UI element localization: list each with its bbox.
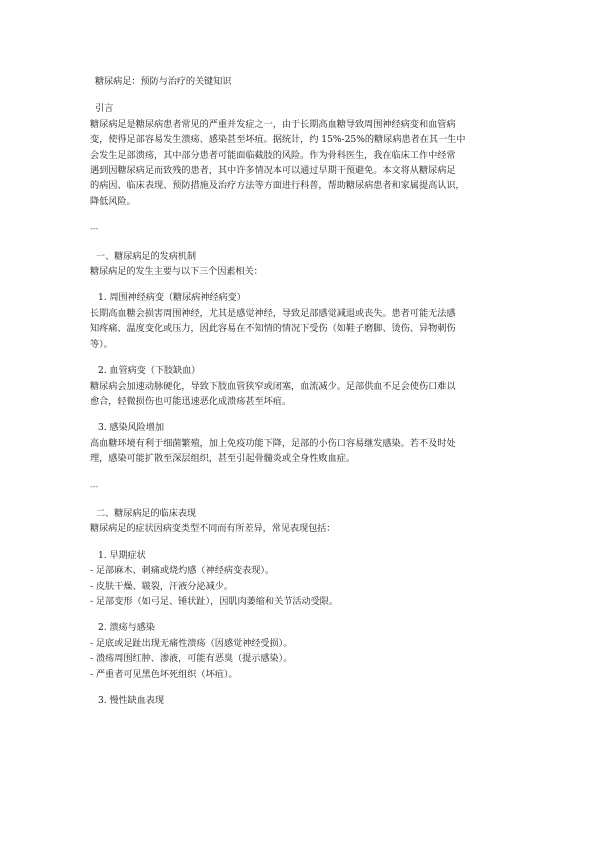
section-heading: 二、糖尿病足的临床表现 (96, 507, 196, 519)
subsection-title: 1. 早期症状 (98, 549, 146, 561)
section-intro: 糖尿病足的症状因病变类型不同而有所差异，常见表现包括： (90, 523, 336, 535)
section-intro: 糖尿病足的发生主要与以下三个因素相关： (90, 266, 263, 278)
paragraph-line: 愈合，轻微损伤也可能迅速恶化成溃疡甚至坏疽。 (90, 395, 292, 407)
paragraph-line: 知疼痛、温度变化或压力，因此容易在不知情的情况下受伤（如鞋子磨脚、烫伤、异物刺伤 (90, 323, 456, 335)
paragraph-line: 变，使得足部容易发生溃疡、感染甚至坏疽。据统计，约 15%-25%的糖尿病患者在其一生中 (90, 134, 466, 146)
subsection-title: 2. 血管病变（下肢缺血） (98, 365, 201, 377)
document-body (90, 74, 510, 708)
list-item: - 皮肤干燥、皲裂，汗液分泌减少。 (90, 580, 233, 592)
separator: --- (90, 224, 99, 234)
paragraph-line: 高血糖环境有利于细菌繁殖，加上免疫功能下降，足部的小伤口容易继发感染。若不及时处 (90, 437, 456, 449)
subsection-paragraph (90, 379, 510, 410)
list-item: - 足底或足趾出现无痛性溃疡（因感觉神经受损）。 (90, 637, 293, 649)
list-item: - 足部变形（如弓足、锤状趾），因肌肉萎缩和关节活动受限。 (90, 595, 339, 607)
list-item: - 足部麻木、刺痛或烧灼感（神经病变表现）。 (90, 565, 275, 577)
paragraph-line: 糖尿病足是糖尿病患者常见的严重并发症之一，由于长期高血糖导致周围神经病变和血管病 (90, 118, 456, 130)
subsection-title: 3. 慢性缺血表现 (98, 695, 164, 706)
list-item: - 严重者可见黑色坏死组织（坏疽）。 (90, 668, 238, 680)
section-heading: 一、糖尿病足的发病机制 (96, 250, 196, 262)
paragraph-line: 会发生足部溃疡，其中部分患者可能面临截肢的风险。作为骨科医生，我在临床工作中经常 (90, 149, 456, 161)
paragraph-line: 糖尿病会加速动脉硬化，导致下肢血管狭窄或闭塞，血流减少。足部供血不足会使伤口难以 (90, 380, 456, 392)
subsection-title: 2. 溃疡与感染 (98, 622, 155, 634)
document-title: 糖尿病足：预防与治疗的关键知识 (95, 76, 232, 87)
list-item: - 溃疡周围红肿、渗液，可能有恶臭（提示感染）。 (90, 653, 293, 665)
separator: --- (90, 481, 99, 491)
paragraph-line: 遇到因糖尿病足而致残的患者，其中许多情况本可以通过早期干预避免。本文将从糖尿病足 (90, 165, 456, 177)
intro-heading: 引言 (95, 103, 114, 115)
paragraph-line: 的病因、临床表现、预防措施及治疗方法等方面进行科普，帮助糖尿病患者和家属提高认识， (90, 180, 465, 192)
paragraph-line: 降低风险。 (90, 195, 136, 207)
subsection-title: 3. 感染风险增加 (98, 422, 164, 434)
bullet-list (90, 563, 510, 609)
paragraph-line: 等）。 (90, 338, 113, 350)
intro-paragraph (90, 117, 510, 209)
subsection-paragraph (90, 436, 510, 467)
paragraph-line: 长期高血糖会损害周围神经，尤其是感觉神经，导致足部感觉减退或丧失。患者可能无法感 (90, 307, 456, 319)
subsection-title: 1. 周围神经病变（糖尿病神经病变） (98, 292, 246, 304)
subsection-paragraph (90, 306, 510, 352)
paragraph-line: 理，感染可能扩散至深层组织，甚至引起骨髓炎或全身性败血症。 (90, 453, 355, 465)
bullet-list (90, 636, 510, 682)
